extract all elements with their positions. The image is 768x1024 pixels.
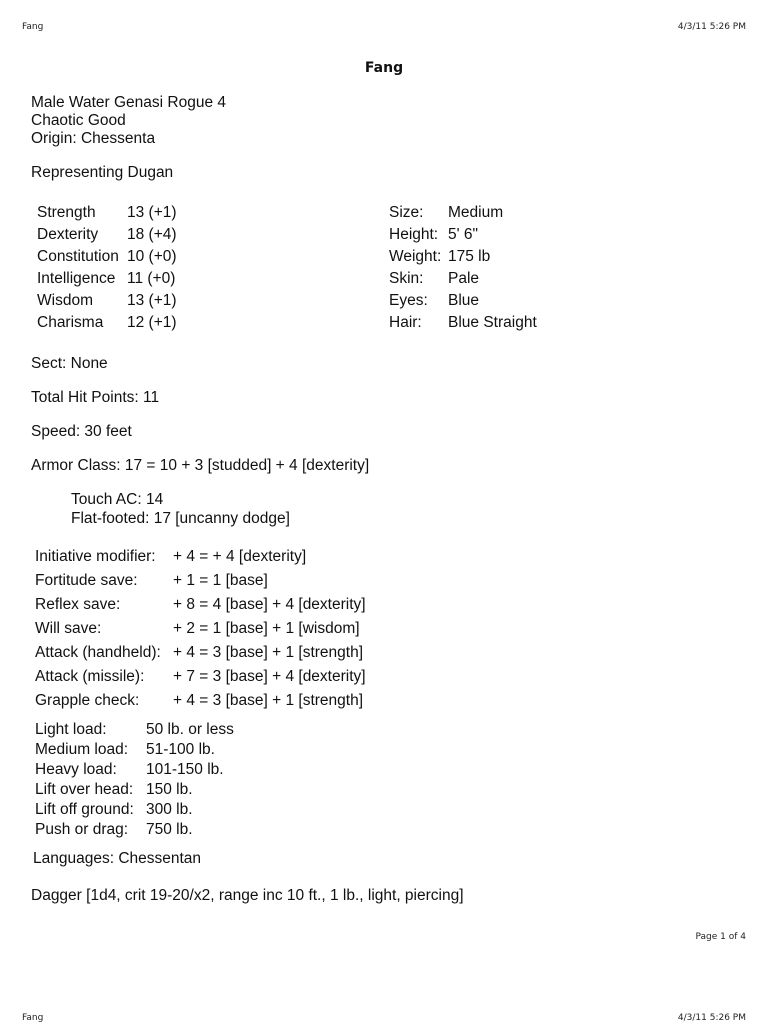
ability-row [37, 268, 177, 290]
trait-name: Size: [389, 204, 424, 221]
save-name: Initiative modifier: [35, 548, 156, 565]
ability-value: 11 (+0) [127, 270, 176, 287]
ability-name: Intelligence [37, 270, 116, 287]
save-name: Reflex save: [35, 596, 121, 613]
load-name: Push or drag: [35, 821, 129, 838]
save-value: + 1 = 1 [base] [173, 572, 268, 589]
languages-line: Languages: Chessentan [33, 850, 202, 867]
trait-value: 5' 6" [448, 226, 479, 243]
hit-points-line: Total Hit Points: 11 [31, 389, 160, 406]
load-name: Heavy load: [35, 761, 117, 778]
ability-name: Strength [37, 204, 96, 221]
ability-row [37, 312, 177, 334]
save-value: + 4 = + 4 [dexterity] [173, 548, 307, 565]
ability-value: 13 (+1) [127, 204, 177, 221]
ability-name: Charisma [37, 314, 104, 331]
trait-row [389, 268, 537, 290]
speed-line: Speed: 30 feet [31, 423, 132, 440]
ability-name: Wisdom [37, 292, 93, 309]
trait-value: Blue Straight [448, 314, 537, 331]
character-intro [31, 94, 226, 148]
trait-name: Skin: [389, 270, 424, 287]
next-header-timestamp: 4/3/11 5:26 PM [677, 1013, 746, 1023]
header-doc-title: Fang [22, 22, 44, 32]
trait-name: Weight: [389, 248, 442, 265]
trait-value: Blue [448, 292, 480, 309]
load-row [35, 821, 234, 839]
ability-value: 18 (+4) [127, 226, 177, 243]
save-name: Will save: [35, 620, 102, 637]
next-header-doc-title: Fang [22, 1013, 44, 1023]
save-name: Attack (handheld): [35, 644, 161, 661]
ability-row [37, 246, 177, 268]
save-name: Grapple check: [35, 692, 140, 709]
save-row [35, 690, 366, 712]
armor-class-line: Armor Class: 17 = 10 + 3 [studded] + 4 [dexterity] [31, 457, 370, 474]
load-value: 51-100 lb. [146, 741, 215, 758]
save-row [35, 546, 366, 568]
load-row [35, 721, 234, 739]
load-row [35, 761, 234, 779]
load-row [35, 741, 234, 759]
save-row [35, 570, 366, 592]
save-row [35, 594, 366, 616]
ability-scores-table [37, 202, 177, 334]
load-row [35, 801, 234, 819]
save-row [35, 666, 366, 688]
representing-line: Representing Dugan [31, 164, 174, 181]
save-name: Fortitude save: [35, 572, 138, 589]
save-value: + 8 = 4 [base] + 4 [dexterity] [173, 596, 366, 613]
trait-name: Height: [389, 226, 439, 243]
trait-row [389, 246, 537, 268]
ability-row [37, 224, 177, 246]
alignment-line: Chaotic Good [31, 112, 126, 129]
save-row [35, 642, 366, 664]
load-value: 150 lb. [146, 781, 193, 798]
load-value: 50 lb. or less [146, 721, 234, 738]
saves-attacks-table [33, 544, 368, 714]
trait-name: Hair: [389, 314, 422, 331]
race-class-line: Male Water Genasi Rogue 4 [31, 94, 226, 111]
load-name: Medium load: [35, 741, 129, 758]
ability-value: 13 (+1) [127, 292, 177, 309]
ability-row [37, 202, 177, 224]
page-number: Page 1 of 4 [695, 932, 746, 942]
save-value: + 7 = 3 [base] + 4 [dexterity] [173, 668, 366, 685]
load-name: Lift over head: [35, 781, 134, 798]
save-row [35, 618, 366, 640]
trait-row [389, 312, 537, 334]
sect-line: Sect: None [31, 355, 108, 372]
weapon-line: Dagger [1d4, crit 19-20/x2, range inc 10 ft., 1 lb., light, piercing] [31, 887, 464, 904]
trait-name: Eyes: [389, 292, 428, 309]
trait-row [389, 224, 537, 246]
touch-ac-line: Touch AC: 14 [71, 491, 164, 508]
save-name: Attack (missile): [35, 668, 145, 685]
physical-traits-table [389, 202, 537, 334]
load-row [35, 781, 234, 799]
save-value: + 4 = 3 [base] + 1 [strength] [173, 692, 364, 709]
save-value: + 4 = 3 [base] + 1 [strength] [173, 644, 364, 661]
ability-value: 12 (+1) [127, 314, 177, 331]
ability-name: Constitution [37, 248, 119, 265]
ability-value: 10 (+0) [127, 248, 177, 265]
header-timestamp: 4/3/11 5:26 PM [677, 22, 746, 32]
trait-row [389, 202, 537, 224]
trait-value: 175 lb [448, 248, 491, 265]
carrying-capacity-table [33, 719, 236, 841]
trait-row [389, 290, 537, 312]
load-value: 300 lb. [146, 801, 193, 818]
ability-name: Dexterity [37, 226, 99, 243]
load-name: Light load: [35, 721, 107, 738]
flat-footed-line: Flat-footed: 17 [uncanny dodge] [71, 510, 290, 527]
origin-line: Origin: Chessenta [31, 130, 156, 147]
save-value: + 2 = 1 [base] + 1 [wisdom] [173, 620, 360, 637]
load-name: Lift off ground: [35, 801, 134, 818]
ability-row [37, 290, 177, 312]
trait-value: Medium [448, 204, 504, 221]
character-name-title: Fang [364, 60, 404, 76]
trait-value: Pale [448, 270, 480, 287]
load-value: 101-150 lb. [146, 761, 224, 778]
load-value: 750 lb. [146, 821, 193, 838]
